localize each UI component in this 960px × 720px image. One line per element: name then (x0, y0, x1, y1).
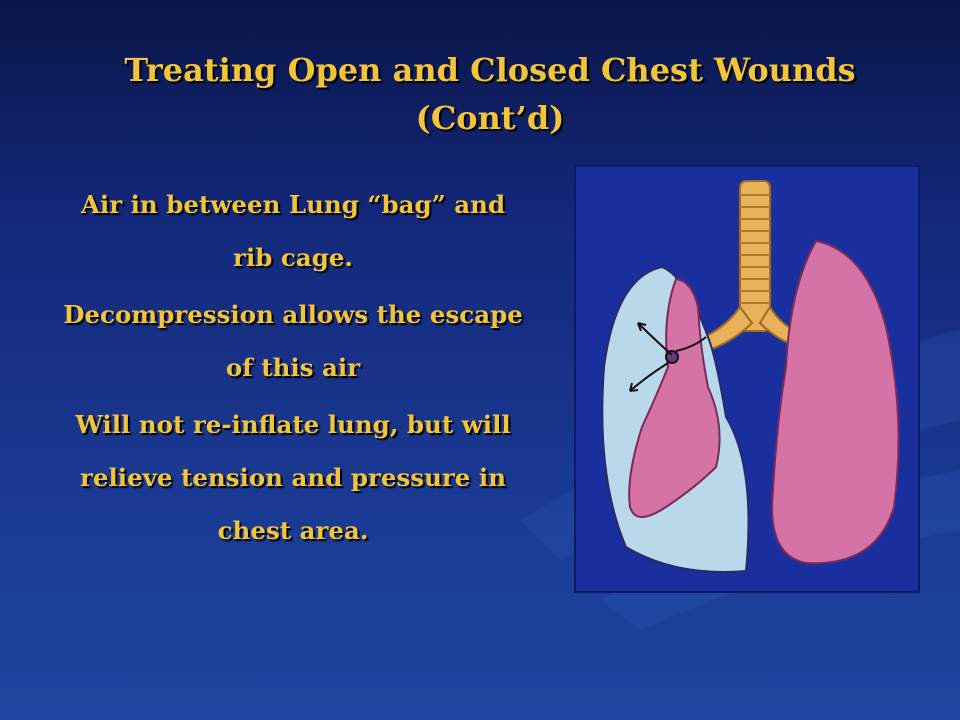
bullet-item: Air in between Lung “bag” and rib cage. (80, 190, 506, 272)
slide-title (40, 46, 940, 142)
trachea (704, 181, 802, 349)
bullet-list (58, 178, 528, 561)
healthy-lung (772, 241, 899, 563)
collapsed-lung-diagram-icon (576, 167, 918, 591)
slide-title-line-1: Treating Open and Closed Chest Wounds (124, 51, 856, 89)
slide-title-line-2: (Cont’d) (415, 99, 565, 137)
bullet-item: Will not re-inflate lung, but will relieve tension and pressure in chest area. (75, 410, 511, 545)
lung-figure (574, 165, 920, 593)
bullet-item: Decompression allows the escape of this air (63, 300, 523, 382)
